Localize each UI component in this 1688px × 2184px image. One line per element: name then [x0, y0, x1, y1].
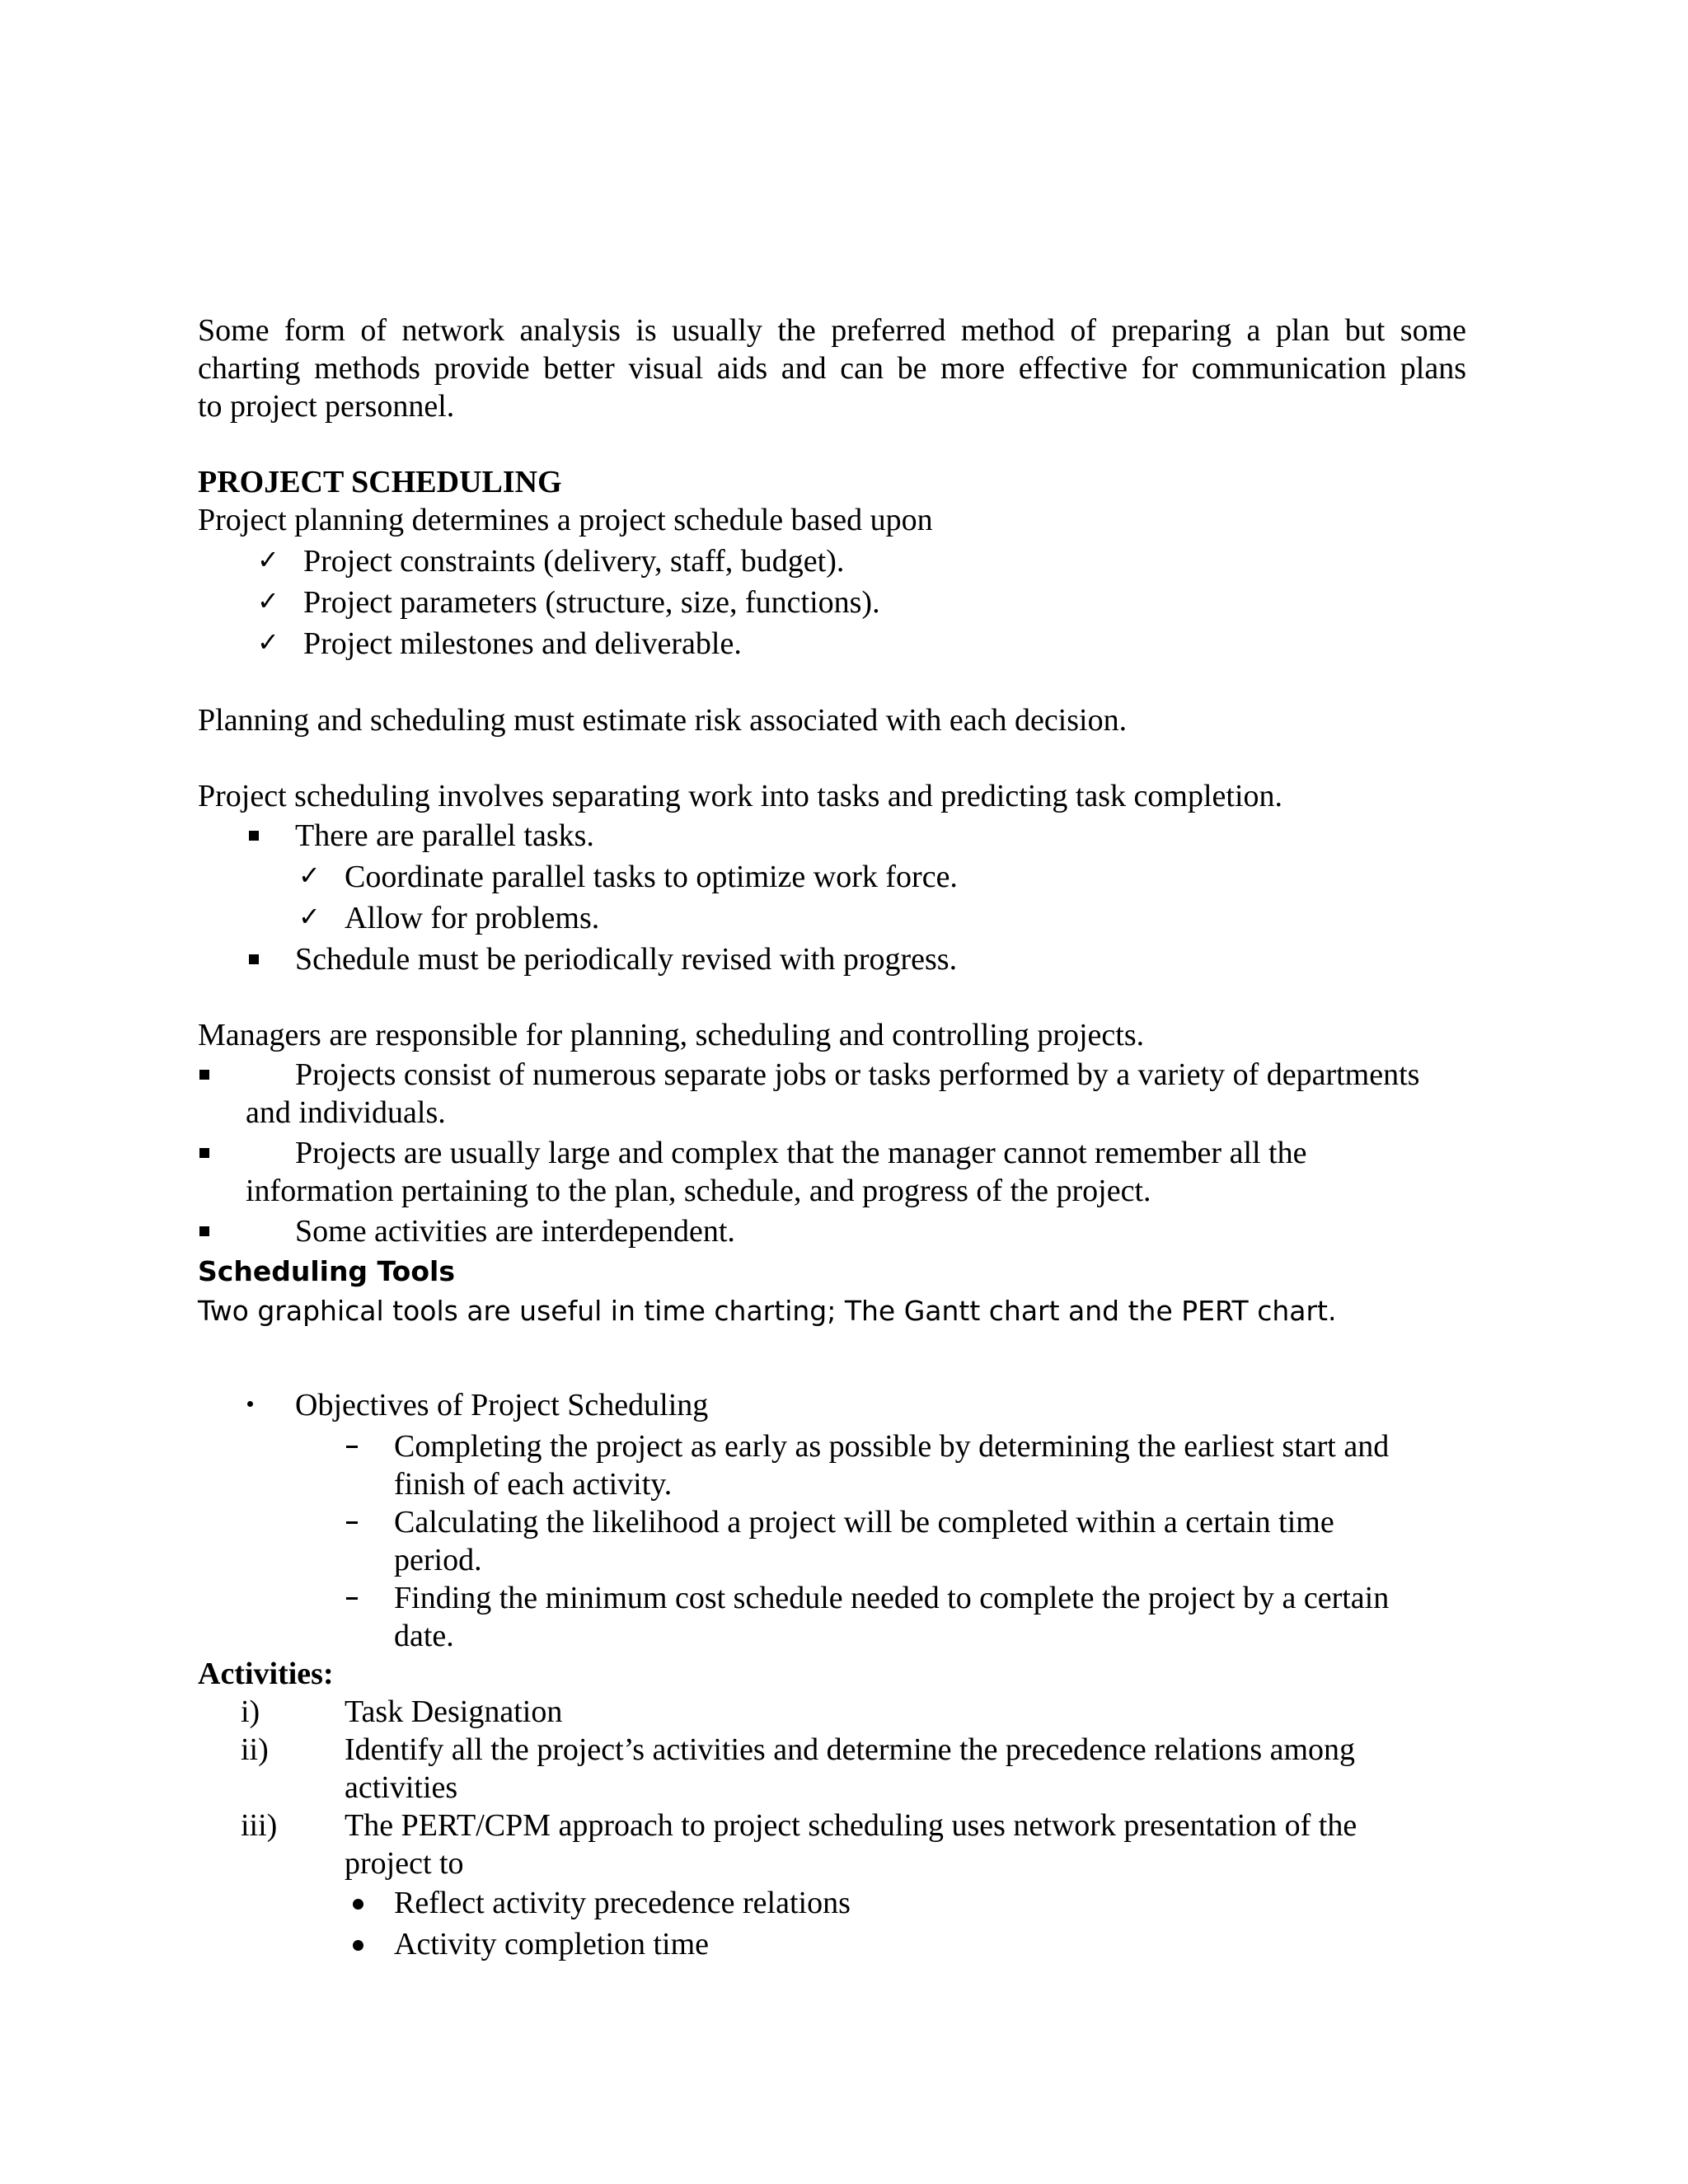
managers-item-line1: Projects consist of numerous separate jobs or tasks performed by a variety of departments — [295, 1057, 1420, 1092]
risk-text: Planning and scheduling must estimate risk associated with each decision. — [198, 703, 1128, 738]
activity-number: i) — [241, 1694, 260, 1729]
activity-line1: Task Designation — [345, 1694, 563, 1729]
objectives-title: Objectives of Project Scheduling — [295, 1388, 709, 1422]
objective-line1: Finding the minimum cost schedule needed to complete the project by a certain — [394, 1581, 1390, 1615]
activity-line2: project to — [345, 1846, 464, 1881]
intro-line-3: to project personnel. — [198, 389, 455, 424]
activity-bullet: Activity completion time — [394, 1927, 710, 1961]
managers-item-line2: and individuals. — [246, 1095, 446, 1130]
check-icon: ✓ — [257, 585, 279, 616]
tools-text: Two graphical tools are useful in time charting; The Gantt chart and the PERT chart. — [198, 1295, 1337, 1327]
objective-line2: finish of each activity. — [394, 1467, 673, 1502]
check-icon: ✓ — [257, 626, 279, 658]
separating-text: Project scheduling involves separating work into tasks and predicting task completion. — [198, 779, 1283, 813]
planning-item: Project constraints (delivery, staff, budget). — [303, 544, 845, 579]
square-bullet-icon — [199, 1070, 209, 1080]
square-bullet-icon — [199, 1226, 209, 1236]
activity-line1: Identify all the project’s activities and determine the precedence relations among — [345, 1732, 1356, 1767]
intro-line-2: charting methods provide better visual aids and can be more effective for communication plans — [198, 351, 1466, 386]
parallel-item: There are parallel tasks. — [295, 818, 594, 853]
objective-line1: Completing the project as early as possible by determining the earliest start and — [394, 1429, 1390, 1464]
dash-bullet-icon — [346, 1597, 358, 1600]
square-bullet-icon — [249, 954, 259, 964]
activities-heading: Activities: — [198, 1657, 334, 1691]
planning-item: Project parameters (structure, size, functions). — [303, 585, 880, 620]
bullet-dot-icon — [353, 1940, 363, 1951]
check-icon: ✓ — [257, 544, 279, 575]
square-bullet-icon — [199, 1148, 209, 1158]
parallel-sub-item: Coordinate parallel tasks to optimize work force. — [345, 860, 958, 894]
managers-item-line1: Some activities are interdependent. — [295, 1214, 735, 1249]
objective-line1: Calculating the likelihood a project will be completed within a certain time — [394, 1505, 1334, 1540]
activity-line2: activities — [345, 1770, 458, 1805]
square-bullet-icon — [249, 831, 259, 841]
activity-number: iii) — [241, 1808, 278, 1843]
intro-line-1: Some form of network analysis is usually the preferred method of preparing a plan but some — [198, 313, 1466, 348]
revise-item: Schedule must be periodically revised with progress. — [295, 942, 958, 977]
managers-item-line1: Projects are usually large and complex that the manager cannot remember all the — [295, 1136, 1307, 1170]
bullet-dot-icon — [247, 1401, 253, 1407]
objective-line2: period. — [394, 1543, 482, 1577]
check-icon: ✓ — [298, 860, 321, 891]
section-heading: PROJECT SCHEDULING — [198, 465, 562, 499]
objective-line2: date. — [394, 1619, 454, 1653]
activity-bullet: Reflect activity precedence relations — [394, 1886, 851, 1920]
planning-item: Project milestones and deliverable. — [303, 626, 742, 661]
activity-line1: The PERT/CPM approach to project scheduling uses network presentation of the — [345, 1808, 1357, 1843]
planning-intro: Project planning determines a project schedule based upon — [198, 503, 933, 537]
dash-bullet-icon — [346, 1446, 358, 1448]
tools-heading: Scheduling Tools — [198, 1255, 455, 1287]
bullet-dot-icon — [353, 1899, 363, 1910]
dash-bullet-icon — [346, 1521, 358, 1524]
activity-number: ii) — [241, 1732, 269, 1767]
managers-item-line2: information pertaining to the plan, schedule, and progress of the project. — [246, 1174, 1151, 1208]
managers-text: Managers are responsible for planning, scheduling and controlling projects. — [198, 1018, 1145, 1052]
parallel-sub-item: Allow for problems. — [345, 901, 600, 935]
check-icon: ✓ — [298, 901, 321, 932]
